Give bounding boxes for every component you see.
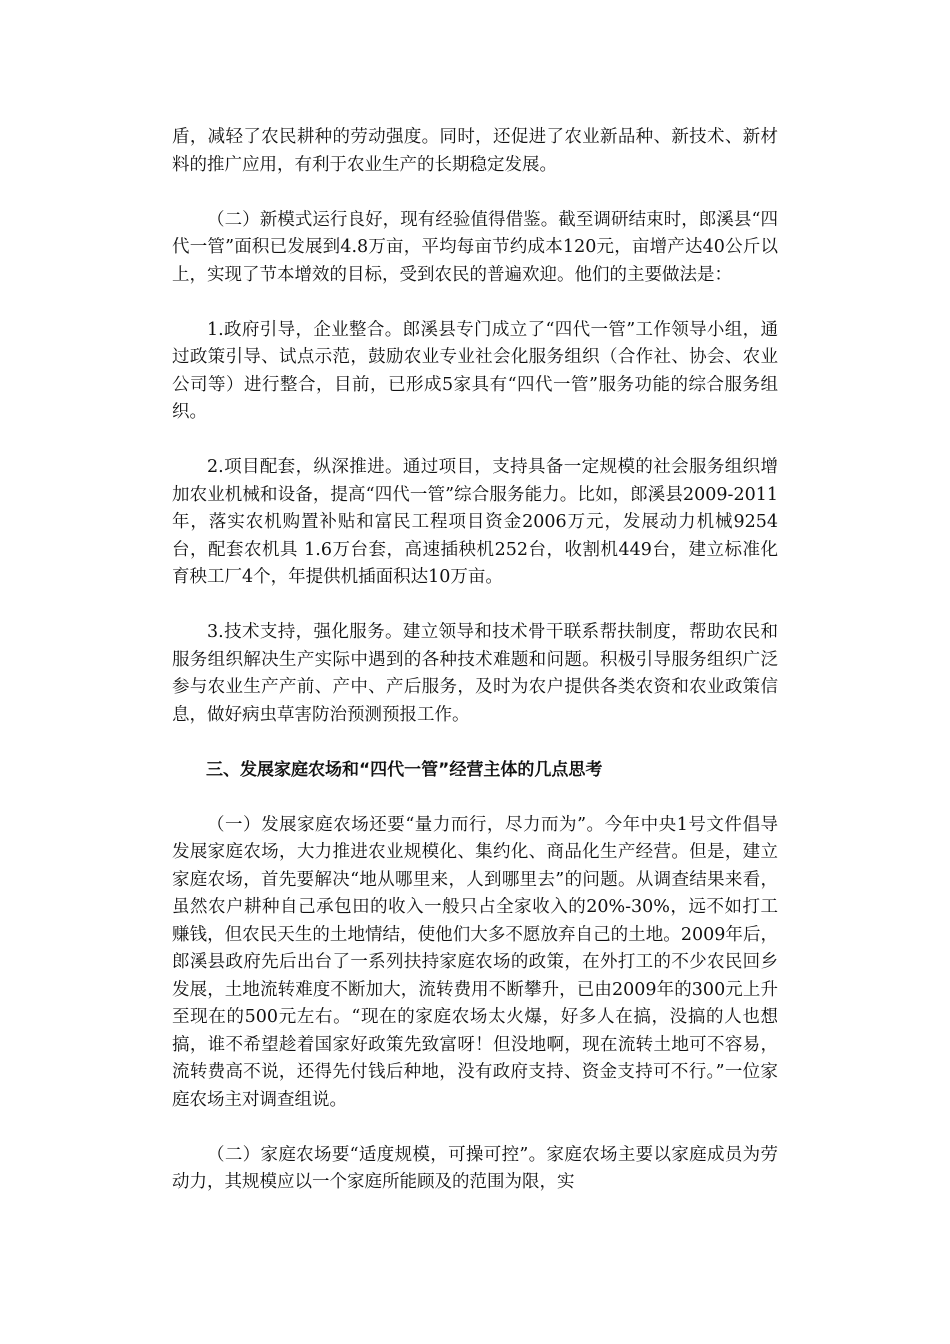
document-body [172, 124, 778, 1224]
section-heading: 三、发展家庭农场和“四代一管”经营主体的几点思考 [206, 759, 603, 780]
paragraph-project-support: 2.项目配套，纵深推进。通过项目，支持具备一定规模的社会服务组织增加农业机械和设备，提高“四代一管”综合服务能力。比如，郎溪县2009-2011年，落实农机购置补贴和富民工程项目资金2006万元，发展动力机械9254台，配套农机具 1.6万台套，高速插秧机252台，收割机449台，建立标准化育秧工厂4个，年提供机插面积达10万亩。 [172, 457, 778, 587]
paragraph-continuation: 盾，减轻了农民耕种的劳动强度。同时，还促进了农业新品种、新技术、新材料的推广应用，有利于农业生产的长期稳定发展。 [172, 127, 778, 175]
paragraph-technical-support: 3.技术支持，强化服务。建立领导和技术骨干联系帮扶制度，帮助农民和服务组织解决生产实际中遇到的各种技术难题和问题。积极引导服务组织广泛参与农业生产产前、产中、产后服务，及时为农户提供各类农资和农业政策信息，做好病虫草害防治预测预报工作。 [172, 622, 778, 725]
paragraph-family-farm-capacity: （一）发展家庭农场还要“量力而行，尽力而为”。今年中央1号文件倡导发展家庭农场，大力推进农业规模化、集约化、商品化生产经营。但是，建立家庭农场，首先要解决“地从哪里来，人到哪里去”的问题。从调查结果来看，虽然农户耕种自己承包田的收入一般只占全家收入的20%-30%，远不如打工赚钱，但农民天生的土地情结，使他们大多不愿放弃自己的土地。2009年后，郎溪县政府先后出台了一系列扶持家庭农场的政策，在外打工的不少农民回乡发展，土地流转难度不断加大，流转费用不断攀升，已由2009年的300元上升至现在的500元左右。“现在的家庭农场太火爆，好多人在搞，没搞的人也想搞，谁不希望趁着国家好政策先致富呀！但没地啊，现在流转土地可不容易，流转费高不说，还得先付钱后种地，没有政府支持、资金支持可不行。”一位家庭农场主对调查组说。 [172, 814, 778, 1110]
paragraph-family-farm-scale: （二）家庭农场要“适度规模，可操可控”。家庭农场主要以家庭成员为劳动力，其规模应以一个家庭所能顾及的范围为限，实 [172, 1144, 778, 1192]
paragraph-government-guidance: 1.政府引导，企业整合。郎溪县专门成立了“四代一管”工作领导小组，通过政策引导、试点示范，鼓励农业专业社会化服务组织（合作社、协会、农业公司等）进行整合，目前，已形成5家具有“四代一管”服务功能的综合服务组织。 [172, 319, 778, 422]
paragraph-new-model: （二）新模式运行良好，现有经验值得借鉴。截至调研结束时，郎溪县“四代一管”面积已发展到4.8万亩，平均每亩节约成本120元，亩增产达40公斤以上，实现了节本增效的目标，受到农民的普遍欢迎。他们的主要做法是： [172, 209, 778, 285]
